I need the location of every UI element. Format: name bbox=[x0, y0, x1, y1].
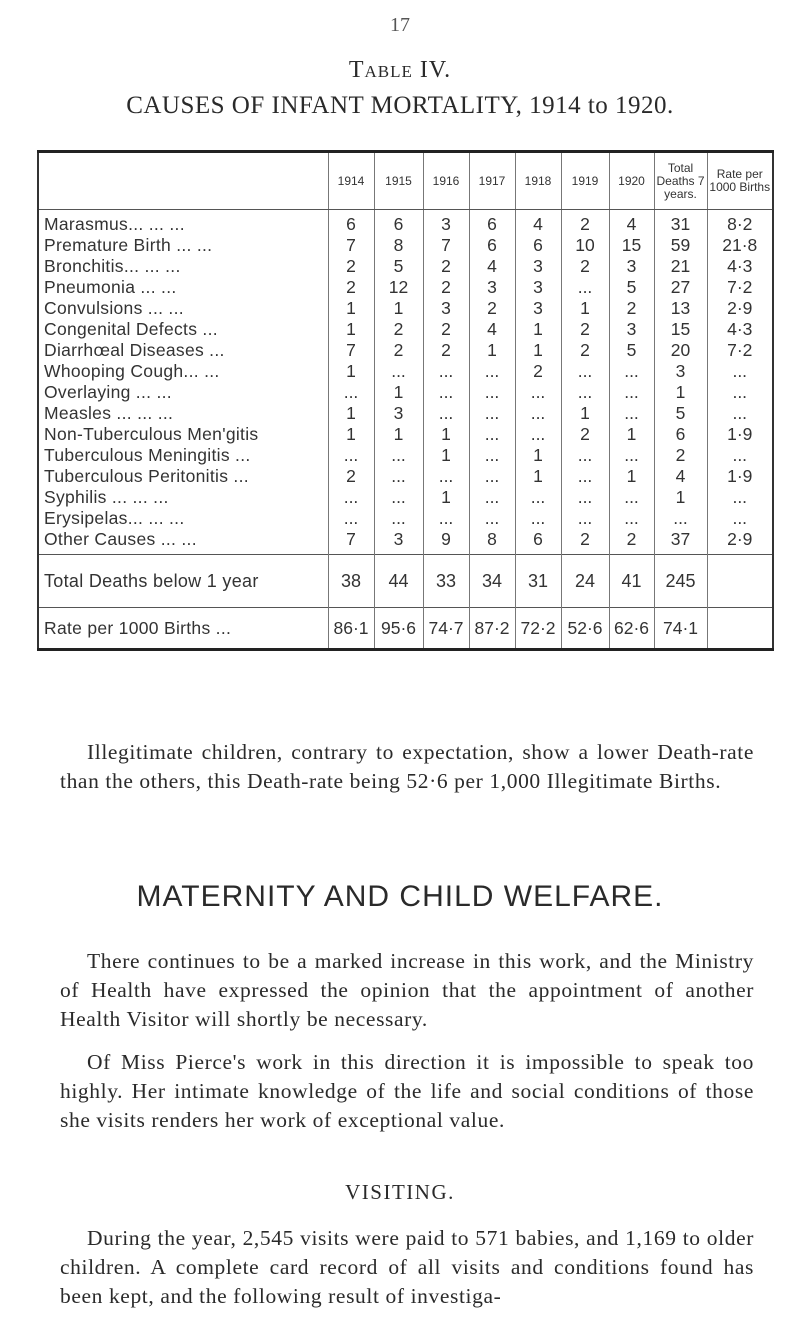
rate-cell: 87·2 bbox=[469, 608, 515, 650]
table-row bbox=[38, 508, 773, 529]
table-cell: ... bbox=[561, 508, 609, 529]
table-cell: ... bbox=[423, 403, 469, 424]
row-label: Other Causes ... ... bbox=[38, 529, 328, 555]
table-cell: ... bbox=[609, 403, 654, 424]
table-cell: ... bbox=[707, 508, 773, 529]
table-cell: 4 bbox=[469, 256, 515, 277]
table-cell: 7 bbox=[423, 235, 469, 256]
table-cell: 2 bbox=[374, 319, 423, 340]
paragraph-increase: There continues to be a marked increase in this work, and the Ministry of Health have expressed the opinion that the appointment of another Health Visitor will shortly be necessary. bbox=[60, 949, 754, 1031]
table-cell: 2 bbox=[561, 210, 609, 236]
rate-cell: 95·6 bbox=[374, 608, 423, 650]
table-cell: 4 bbox=[515, 210, 561, 236]
table-cell: 1 bbox=[328, 403, 374, 424]
table-cell: 3 bbox=[423, 298, 469, 319]
table-cell: ... bbox=[469, 445, 515, 466]
page-number: 17 bbox=[390, 14, 410, 36]
table-cell: 10 bbox=[561, 235, 609, 256]
table-cell: ... bbox=[374, 466, 423, 487]
table-cell: ... bbox=[561, 277, 609, 298]
total-cell bbox=[707, 555, 773, 608]
table-cell: ... bbox=[469, 361, 515, 382]
row-label: Premature Birth ... ... bbox=[38, 235, 328, 256]
table-cell: 5 bbox=[609, 340, 654, 361]
table-cell: 9 bbox=[423, 529, 469, 555]
table-cell: ... bbox=[328, 508, 374, 529]
table-cell: ... bbox=[609, 508, 654, 529]
table-cell: 1 bbox=[469, 340, 515, 361]
table-cell: ... bbox=[328, 487, 374, 508]
table-cell: 21 bbox=[654, 256, 707, 277]
header-cell: Rate per 1000 Births bbox=[707, 152, 773, 210]
table-cell: ... bbox=[609, 487, 654, 508]
table-cell: 6 bbox=[515, 529, 561, 555]
table-cell: ... bbox=[423, 382, 469, 403]
row-label: Diarrhœal Diseases ... bbox=[38, 340, 328, 361]
header-cell: 1920 bbox=[609, 152, 654, 210]
row-label: Non-Tuberculous Men'gitis bbox=[38, 424, 328, 445]
table-cell: 6 bbox=[515, 235, 561, 256]
table-cell: 1 bbox=[328, 361, 374, 382]
table-cell: 7·2 bbox=[707, 277, 773, 298]
table-cell: 2 bbox=[561, 424, 609, 445]
table-cell: ... bbox=[609, 382, 654, 403]
total-cell: 38 bbox=[328, 555, 374, 608]
row-label: Tuberculous Peritonitis ... bbox=[38, 466, 328, 487]
total-cell: 34 bbox=[469, 555, 515, 608]
table-cell: 2 bbox=[561, 529, 609, 555]
table-cell: ... bbox=[374, 361, 423, 382]
table-cell: ... bbox=[707, 361, 773, 382]
table-cell: 20 bbox=[654, 340, 707, 361]
table-cell: ... bbox=[561, 466, 609, 487]
table-cell: 4 bbox=[609, 210, 654, 236]
table-cell: 12 bbox=[374, 277, 423, 298]
table-cell: 1 bbox=[328, 424, 374, 445]
rate-cell: 74·1 bbox=[654, 608, 707, 650]
table-cell: 2 bbox=[423, 256, 469, 277]
table-cell: 7·2 bbox=[707, 340, 773, 361]
total-cell: 33 bbox=[423, 555, 469, 608]
header-cell: 1914 bbox=[328, 152, 374, 210]
table-cell: ... bbox=[328, 382, 374, 403]
rate-cell: 74·7 bbox=[423, 608, 469, 650]
rate-cell bbox=[707, 608, 773, 650]
total-cell: 24 bbox=[561, 555, 609, 608]
table-cell: 4·3 bbox=[707, 256, 773, 277]
table-cell: ... bbox=[707, 403, 773, 424]
table-cell: ... bbox=[707, 445, 773, 466]
table-subtitle: CAUSES OF INFANT MORTALITY, 1914 to 1920. bbox=[126, 92, 674, 119]
table-cell: ... bbox=[707, 382, 773, 403]
table-cell: 21·8 bbox=[707, 235, 773, 256]
table-cell: 8 bbox=[374, 235, 423, 256]
table-cell: 2·9 bbox=[707, 298, 773, 319]
table-cell: ... bbox=[423, 361, 469, 382]
table-cell: ... bbox=[515, 424, 561, 445]
table-row bbox=[38, 361, 773, 382]
table-cell: 2 bbox=[654, 445, 707, 466]
table-row bbox=[38, 445, 773, 466]
table-cell: 1 bbox=[328, 319, 374, 340]
row-label: Syphilis ... ... ... bbox=[38, 487, 328, 508]
table-cell: 2 bbox=[609, 529, 654, 555]
table-cell: ... bbox=[469, 466, 515, 487]
table-cell: ... bbox=[423, 508, 469, 529]
table-cell: ... bbox=[374, 445, 423, 466]
table-cell: 31 bbox=[654, 210, 707, 236]
table-cell: ... bbox=[561, 445, 609, 466]
row-label: Pneumonia ... ... bbox=[38, 277, 328, 298]
table-title: Table IV. bbox=[348, 57, 452, 83]
table-cell: 3 bbox=[374, 529, 423, 555]
table-row bbox=[38, 487, 773, 508]
table-cell: 8·2 bbox=[707, 210, 773, 236]
table-cell: 3 bbox=[654, 361, 707, 382]
table-cell: 1 bbox=[423, 445, 469, 466]
table-cell: 6 bbox=[654, 424, 707, 445]
table-cell: 3 bbox=[515, 298, 561, 319]
header-blank bbox=[38, 152, 328, 210]
table-cell: 1 bbox=[515, 466, 561, 487]
table-cell: 3 bbox=[609, 256, 654, 277]
table-cell: 59 bbox=[654, 235, 707, 256]
table-header-row bbox=[38, 152, 773, 210]
table-cell: 15 bbox=[654, 319, 707, 340]
table-cell: 6 bbox=[469, 210, 515, 236]
table-cell: ... bbox=[469, 424, 515, 445]
table-cell: 8 bbox=[469, 529, 515, 555]
table-cell: ... bbox=[561, 361, 609, 382]
table-cell: 7 bbox=[328, 529, 374, 555]
table-cell: 13 bbox=[654, 298, 707, 319]
header-cell: 1917 bbox=[469, 152, 515, 210]
row-label: Whooping Cough... ... bbox=[38, 361, 328, 382]
heading-maternity: MATERNITY AND CHILD WELFARE. bbox=[136, 880, 664, 913]
total-cell: 245 bbox=[654, 555, 707, 608]
table-cell: ... bbox=[561, 382, 609, 403]
table-cell: 3 bbox=[515, 256, 561, 277]
table-cell: 2·9 bbox=[707, 529, 773, 555]
table-cell: 1 bbox=[561, 403, 609, 424]
table-cell: 3 bbox=[515, 277, 561, 298]
row-label: Marasmus... ... ... bbox=[38, 210, 328, 236]
table-row bbox=[38, 256, 773, 277]
table-cell: ... bbox=[374, 487, 423, 508]
table-cell: 15 bbox=[609, 235, 654, 256]
table-cell: 2 bbox=[561, 340, 609, 361]
table-cell: 4 bbox=[469, 319, 515, 340]
paragraph-visiting: During the year, 2,545 visits were paid to 571 babies, and 1,169 to older children. A complete card record of all visits and conditions found has been kept, and the following result of investiga- bbox=[60, 1226, 754, 1308]
table-cell: 37 bbox=[654, 529, 707, 555]
table-cell: 2 bbox=[515, 361, 561, 382]
total-cell: 41 bbox=[609, 555, 654, 608]
table-cell: 6 bbox=[328, 210, 374, 236]
table-row bbox=[38, 403, 773, 424]
table-cell: ... bbox=[423, 466, 469, 487]
table-row bbox=[38, 235, 773, 256]
table-row bbox=[38, 529, 773, 555]
table-cell: 1 bbox=[561, 298, 609, 319]
table-cell: 1·9 bbox=[707, 424, 773, 445]
table-cell: 3 bbox=[609, 319, 654, 340]
table-cell: 1 bbox=[515, 340, 561, 361]
rate-cell: 72·2 bbox=[515, 608, 561, 650]
table-cell: 2 bbox=[328, 256, 374, 277]
table-cell: 1 bbox=[423, 487, 469, 508]
table-cell: 5 bbox=[374, 256, 423, 277]
table-cell: 4·3 bbox=[707, 319, 773, 340]
table-cell: 1 bbox=[654, 487, 707, 508]
row-label: Convulsions ... ... bbox=[38, 298, 328, 319]
rate-row bbox=[38, 608, 773, 650]
table-cell: 1 bbox=[609, 424, 654, 445]
table-cell: ... bbox=[561, 487, 609, 508]
table-cell: 2 bbox=[423, 319, 469, 340]
total-cell: 31 bbox=[515, 555, 561, 608]
table-cell: 1·9 bbox=[707, 466, 773, 487]
total-label: Total Deaths below 1 year bbox=[38, 555, 328, 608]
table-cell: 1 bbox=[374, 382, 423, 403]
table-cell: ... bbox=[609, 445, 654, 466]
table-cell: 3 bbox=[374, 403, 423, 424]
table-cell: 2 bbox=[423, 277, 469, 298]
table-cell: 6 bbox=[469, 235, 515, 256]
table-cell: ... bbox=[515, 382, 561, 403]
header-cell: 1916 bbox=[423, 152, 469, 210]
table-row bbox=[38, 298, 773, 319]
table-cell: ... bbox=[515, 508, 561, 529]
row-label: Bronchitis... ... ... bbox=[38, 256, 328, 277]
header-cell: 1919 bbox=[561, 152, 609, 210]
table-cell: 2 bbox=[423, 340, 469, 361]
heading-visiting: VISITING. bbox=[345, 1180, 455, 1204]
table-cell: ... bbox=[515, 487, 561, 508]
row-label: Tuberculous Meningitis ... bbox=[38, 445, 328, 466]
table-cell: 2 bbox=[561, 319, 609, 340]
header-cell: Total Deaths 7 years. bbox=[654, 152, 707, 210]
table-cell: 2 bbox=[328, 277, 374, 298]
table-cell: 1 bbox=[609, 466, 654, 487]
table-cell: ... bbox=[328, 445, 374, 466]
row-label: Overlaying ... ... bbox=[38, 382, 328, 403]
table-cell: 3 bbox=[469, 277, 515, 298]
mortality-table bbox=[37, 150, 772, 651]
table-cell: 5 bbox=[609, 277, 654, 298]
rate-label: Rate per 1000 Births ... bbox=[38, 608, 328, 650]
table-cell: 1 bbox=[423, 424, 469, 445]
table-cell: ... bbox=[469, 508, 515, 529]
header-cell: 1918 bbox=[515, 152, 561, 210]
table-cell: 1 bbox=[374, 424, 423, 445]
total-deaths-row bbox=[38, 555, 773, 608]
table-row bbox=[38, 382, 773, 403]
table-cell: ... bbox=[654, 508, 707, 529]
table-cell: 2 bbox=[328, 466, 374, 487]
paragraph-illegitimate: Illegitimate children, contrary to expectation, show a lower Death-rate than the others, this Death-rate being 52·6 per 1,000 Illegitimate Births. bbox=[60, 740, 754, 793]
table-cell: 1 bbox=[654, 382, 707, 403]
rate-cell: 52·6 bbox=[561, 608, 609, 650]
table-cell: ... bbox=[469, 403, 515, 424]
table-cell: ... bbox=[469, 382, 515, 403]
table-body bbox=[38, 210, 773, 555]
table-cell: 7 bbox=[328, 340, 374, 361]
table-row bbox=[38, 466, 773, 487]
paragraph-pierce: Of Miss Pierce's work in this direction it is impossible to speak too highly. Her intimate knowledge of the life and social conditions of those she visits renders her work of exceptional value. bbox=[60, 1050, 754, 1132]
table-cell: 1 bbox=[374, 298, 423, 319]
table-cell: 1 bbox=[515, 319, 561, 340]
table-cell: 1 bbox=[328, 298, 374, 319]
table-cell: 2 bbox=[374, 340, 423, 361]
header-cell: 1915 bbox=[374, 152, 423, 210]
table-cell: ... bbox=[374, 508, 423, 529]
table-row bbox=[38, 319, 773, 340]
table-row bbox=[38, 210, 773, 236]
table-cell: 2 bbox=[469, 298, 515, 319]
row-label: Measles ... ... ... bbox=[38, 403, 328, 424]
table-cell: 7 bbox=[328, 235, 374, 256]
row-label: Congenital Defects ... bbox=[38, 319, 328, 340]
table-cell: 27 bbox=[654, 277, 707, 298]
row-label: Erysipelas... ... ... bbox=[38, 508, 328, 529]
table-cell: 2 bbox=[609, 298, 654, 319]
table-cell: 3 bbox=[423, 210, 469, 236]
table-cell: ... bbox=[707, 487, 773, 508]
total-cell: 44 bbox=[374, 555, 423, 608]
table-cell: ... bbox=[609, 361, 654, 382]
table-cell: 5 bbox=[654, 403, 707, 424]
table-cell: 6 bbox=[374, 210, 423, 236]
table-cell: 2 bbox=[561, 256, 609, 277]
rate-cell: 86·1 bbox=[328, 608, 374, 650]
rate-cell: 62·6 bbox=[609, 608, 654, 650]
table-cell: 4 bbox=[654, 466, 707, 487]
table-row bbox=[38, 424, 773, 445]
table-cell: 1 bbox=[515, 445, 561, 466]
table-cell: ... bbox=[515, 403, 561, 424]
table-cell: ... bbox=[469, 487, 515, 508]
table-row bbox=[38, 340, 773, 361]
table-row bbox=[38, 277, 773, 298]
